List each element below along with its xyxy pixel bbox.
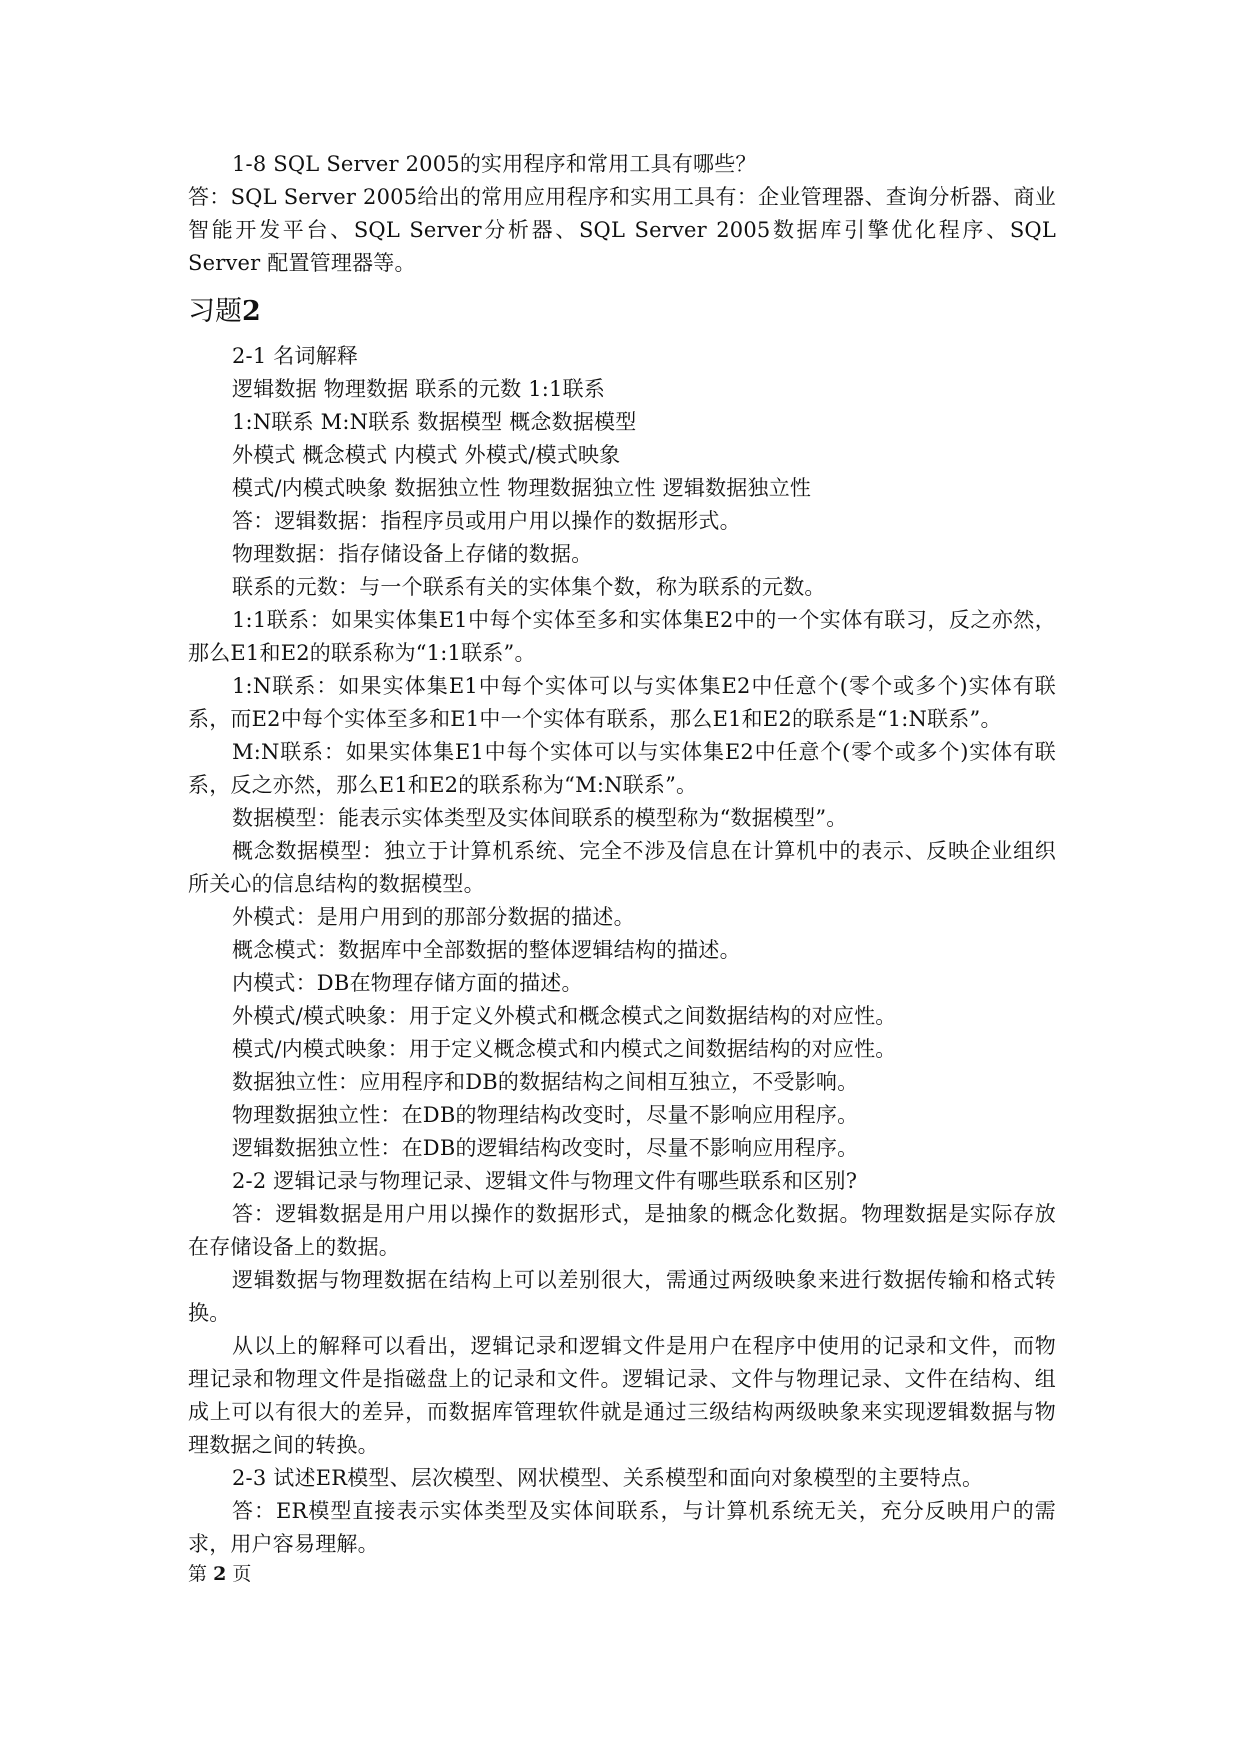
answer-2-2-paragraph: 从以上的解释可以看出，逻辑记录和逻辑文件是用户在程序中使用的记录和文件，而物理记录和物理文件是指磁盘上的记录和文件。逻辑记录、文件与物理记录、文件在结构、组成上可以有很大的差异，而数据库管理软件就是通过三级结构两级映象来实现逻辑数据与物理数据之间的转换。 — [188, 1334, 1056, 1457]
definition-paragraph: 联系的元数：与一个联系有关的实体集个数，称为联系的元数。 — [232, 575, 826, 599]
definition-paragraph: 物理数据独立性：在DB的物理结构改变时，尽量不影响应用程序。 — [232, 1103, 859, 1127]
question-2-3: 2-3 试述ER模型、层次模型、网状模型、关系模型和面向对象模型的主要特点。 — [232, 1466, 984, 1490]
definition-paragraph: 物理数据：指存储设备上存储的数据。 — [232, 542, 593, 566]
term-line: 外模式 概念模式 内模式 外模式/模式映象 — [232, 443, 621, 467]
term-line: 逻辑数据 物理数据 联系的元数 1:1联系 — [232, 377, 606, 401]
exercise-heading-number: 2 — [242, 296, 261, 327]
exercise-heading — [188, 294, 1056, 330]
footer-suffix: 页 — [232, 1563, 252, 1585]
question-1-8: 1-8 SQL Server 2005的实用程序和常用工具有哪些？ — [232, 152, 757, 176]
page-footer — [188, 1562, 251, 1586]
term-line: 模式/内模式映象 数据独立性 物理数据独立性 逻辑数据独立性 — [232, 476, 812, 500]
answer-2-2-paragraph: 逻辑数据与物理数据在结构上可以差别很大，需通过两级映象来进行数据传输和格式转换。 — [188, 1268, 1056, 1325]
page-number: 2 — [213, 1563, 227, 1585]
answer-1-8: 答：SQL Server 2005给出的常用应用程序和实用工具有：企业管理器、查询分析器、商业智能开发平台、SQL Server分析器、SQL Server 2005数据库引擎优化程序、SQL Server 配置管理器等。 — [188, 185, 1056, 275]
answer-2-3: 答：ER模型直接表示实体类型及实体间联系，与计算机系统无关，充分反映用户的需求，用户容易理解。 — [188, 1499, 1056, 1556]
answer-2-2-paragraph: 答：逻辑数据是用户用以操作的数据形式，是抽象的概念化数据。物理数据是实际存放在存储设备上的数据。 — [188, 1202, 1056, 1259]
definition-paragraph: 答：逻辑数据：指程序员或用户用以操作的数据形式。 — [232, 509, 741, 533]
term-line: 1:N联系 M:N联系 数据模型 概念数据模型 — [232, 410, 637, 434]
definition-paragraph: 概念模式：数据库中全部数据的整体逻辑结构的描述。 — [232, 938, 741, 962]
question-2-2: 2-2 逻辑记录与物理记录、逻辑文件与物理文件有哪些联系和区别? — [232, 1169, 858, 1193]
definition-paragraph: 概念数据模型：独立于计算机系统、完全不涉及信息在计算机中的表示、反映企业组织所关心的信息结构的数据模型。 — [188, 839, 1056, 896]
exercise-heading-prefix: 习题 — [188, 296, 242, 327]
footer-prefix: 第 — [188, 1563, 208, 1585]
definition-paragraph: 数据模型：能表示实体类型及实体间联系的模型称为“数据模型”。 — [232, 806, 848, 830]
definition-paragraph: 数据独立性：应用程序和DB的数据结构之间相互独立，不受影响。 — [232, 1070, 859, 1094]
definition-paragraph: 逻辑数据独立性：在DB的逻辑结构改变时，尽量不影响应用程序。 — [232, 1136, 859, 1160]
definition-paragraph: 外模式/模式映象：用于定义外模式和概念模式之间数据结构的对应性。 — [232, 1004, 897, 1028]
document-page — [188, 148, 1056, 1561]
definition-paragraph: 1:1联系：如果实体集E1中每个实体至多和实体集E2中的一个实体有联习，反之亦然，那么E1和E2的联系称为“1:1联系”。 — [188, 608, 1056, 665]
definition-paragraph: M:N联系：如果实体集E1中每个实体可以与实体集E2中任意个(零个或多个)实体有联系，反之亦然，那么E1和E2的联系称为“M:N联系”。 — [188, 740, 1056, 797]
definition-paragraph: 外模式：是用户用到的那部分数据的描述。 — [232, 905, 635, 929]
definition-paragraph: 1:N联系：如果实体集E1中每个实体可以与实体集E2中任意个(零个或多个)实体有联系，而E2中每个实体至多和E1中一个实体有联系，那么E1和E2的联系是“1:N联系”。 — [188, 674, 1056, 731]
question-2-1-title: 2-1 名词解释 — [232, 344, 359, 368]
definition-paragraph: 模式/内模式映象：用于定义概念模式和内模式之间数据结构的对应性。 — [232, 1037, 897, 1061]
definition-paragraph: 内模式：DB在物理存储方面的描述。 — [232, 971, 583, 995]
